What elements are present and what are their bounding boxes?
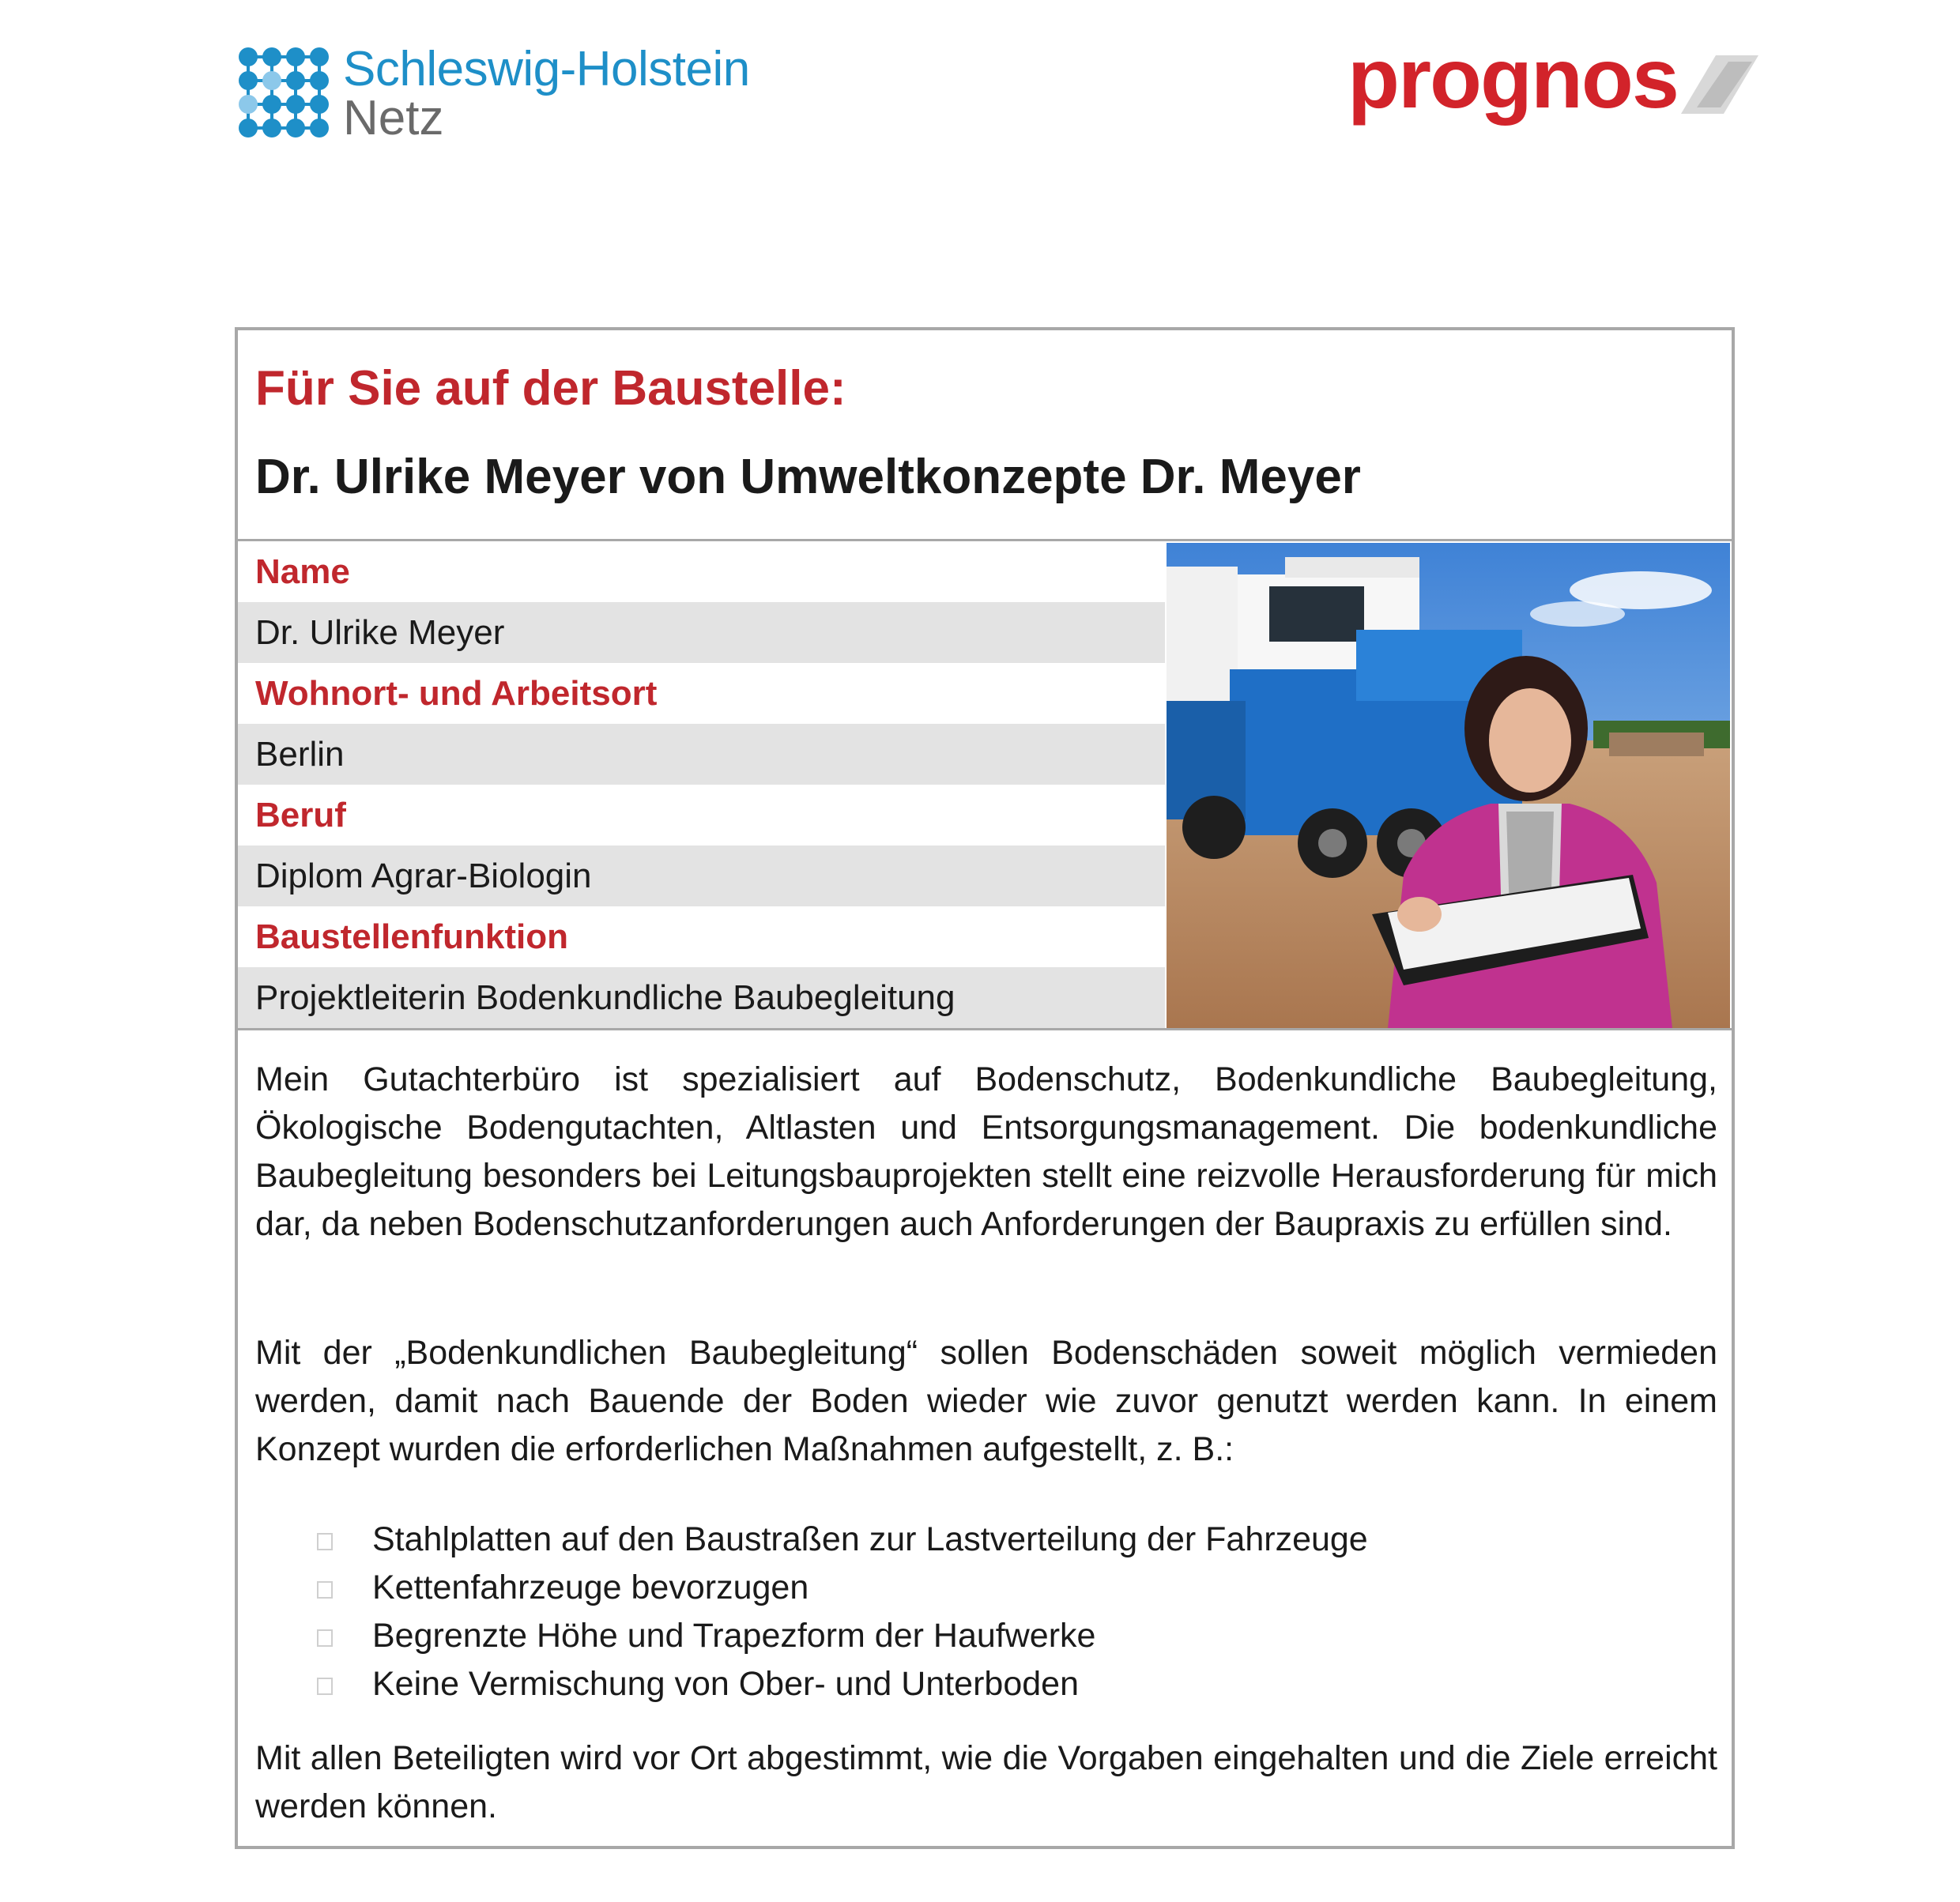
list-item [317, 1612, 1660, 1660]
profile-value-name: Dr. Ulrike Meyer [238, 602, 1165, 663]
measures-list [317, 1516, 1660, 1708]
paragraph-intro: Mein Gutachterbüro ist spezialisiert auf Bodenschutz, Bodenkundliche Baubegleitung, Ökologische Bodengutachten, Altlasten und Entsorgungsmanagement. Die bodenkundliche Baubegleitung besonders bei Leitungsbauprojekten stellt eine reizvolle Herausforderung für mich dar, da neben Bodenschutzanforderungen auch Anforderungen der Baupraxis zu erfüllen sind. [255, 1060, 1717, 1243]
profile-card [235, 327, 1735, 1849]
profile-table [238, 541, 1165, 1028]
logo-text-line2: Netz [343, 91, 444, 145]
bullet-box-icon [317, 1533, 333, 1550]
list-item-text: Begrenzte Höhe und Trapezform der Haufwerke [372, 1617, 1096, 1655]
paragraph-concept: Mit der „Bodenkundlichen Baubegleitung“ sollen Bodenschäden soweit möglich vermieden werden, damit nach Bauende der Boden wieder wie zuvor genutzt werden kann. In einem Konzept wurden die erforderlichen Maßnahmen aufgestellt, z. B.: [255, 1334, 1717, 1468]
list-item-text: Kettenfahrzeuge bevorzugen [372, 1569, 809, 1606]
list-item [317, 1564, 1660, 1612]
divider [238, 1028, 1732, 1030]
list-item [317, 1516, 1660, 1564]
list-item-text: Stahlplatten auf den Baustraßen zur Lastverteilung der Fahrzeuge [372, 1520, 1368, 1558]
prognos-swoosh-icon [1679, 55, 1758, 114]
logo-text-line1: Schleswig-Holstein [343, 42, 750, 96]
grid-network-logo-icon [237, 46, 330, 139]
card-subtitle: Dr. Ulrike Meyer von Umweltkonzepte Dr. Meyer [255, 450, 1361, 504]
profile-label-profession: Beruf [238, 785, 1165, 846]
bullet-box-icon [317, 1629, 333, 1647]
card-title: Für Sie auf der Baustelle: [255, 361, 846, 416]
profile-label-site-role: Baustellenfunktion [238, 906, 1165, 967]
profile-value-location: Berlin [238, 724, 1165, 785]
portrait-photo [1167, 543, 1730, 1028]
schleswig-holstein-netz-logo [237, 41, 759, 144]
list-item [317, 1660, 1660, 1708]
profile-label-location: Wohnort- und Arbeitsort [238, 663, 1165, 724]
prognos-logo [1348, 30, 1758, 126]
profile-value-profession: Diplom Agrar-Biologin [238, 846, 1165, 906]
bullet-box-icon [317, 1678, 333, 1695]
paragraph-closing: Mit allen Beteiligten wird vor Ort abgestimmt, wie die Vorgaben eingehalten und die Ziele erreicht werden können. [255, 1739, 1717, 1825]
list-item-text: Keine Vermischung von Ober- und Unterboden [372, 1665, 1079, 1703]
prognos-wordmark: prognos [1348, 30, 1678, 126]
bullet-box-icon [317, 1581, 333, 1599]
profile-value-site-role: Projektleiterin Bodenkundliche Baubegleitung [238, 967, 1165, 1028]
profile-label-name: Name [238, 541, 1165, 602]
